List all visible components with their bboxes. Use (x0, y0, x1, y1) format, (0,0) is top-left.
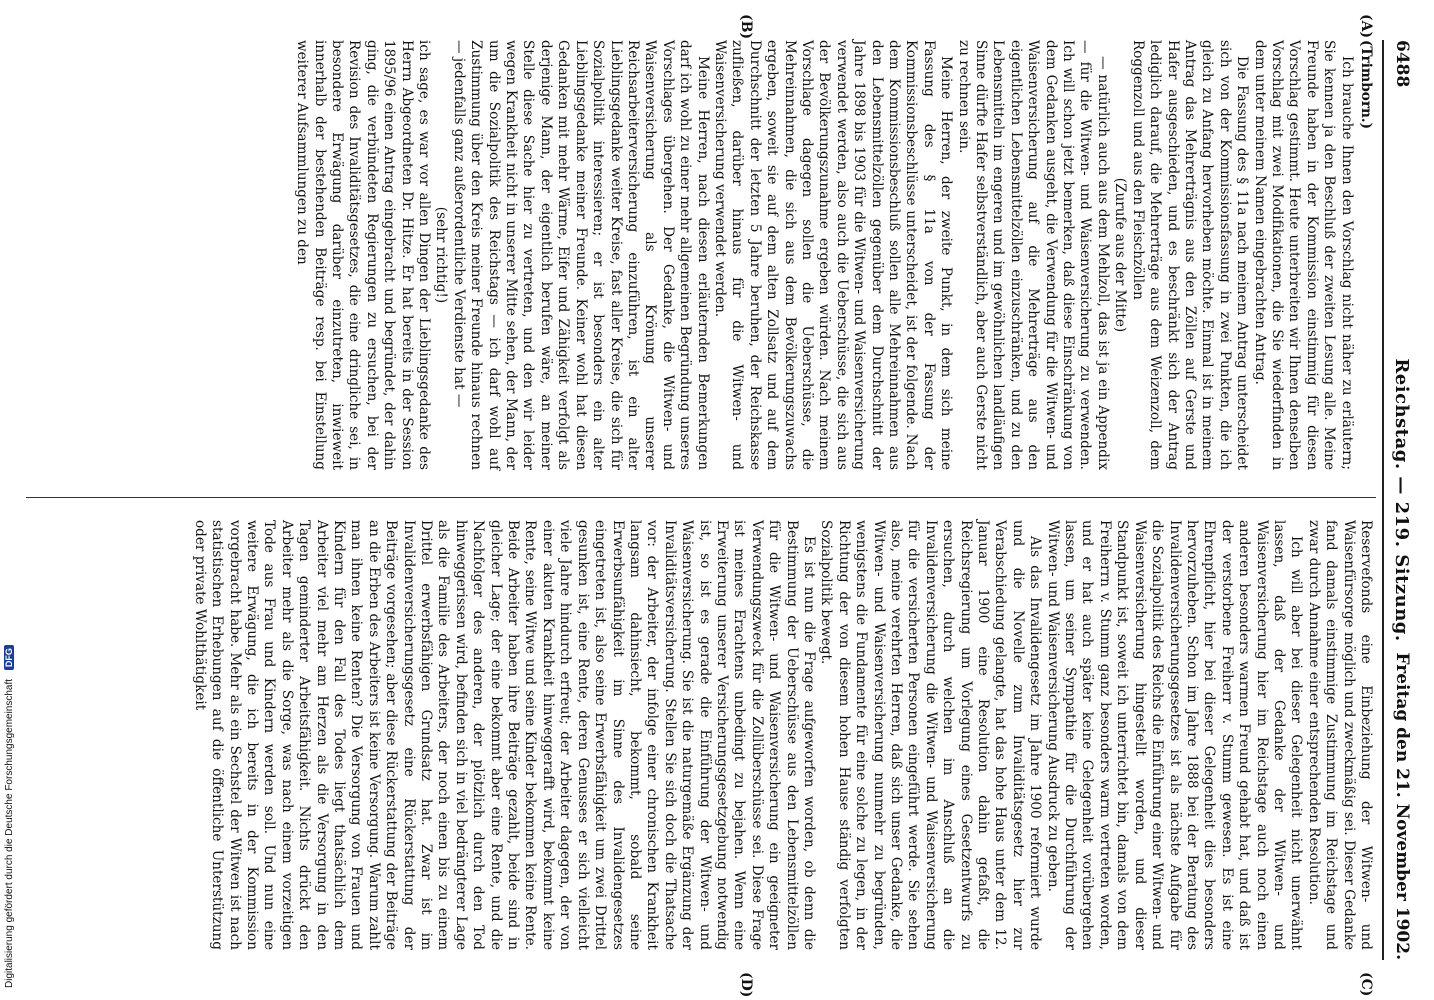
paragraph: Es ist nun die Frage aufgeworfen worden, ob denn die Bestimmung der Ueberschüsse aus den Lebensmittelzöllen für die Witwen- und Waisenversicherung ein geeigneter Verwendungszweck für die Zollüberschüsse sei. Diese Frage ist meines Erachtens unbedingt zu bejahen. Wenn eine Erweiterung unserer Versicherungsgesetzgebung notwendig ist, so ist es gerade die Einführung der Witwen- und Waisenversicherung. Sie ist die naturgemäße Ergänzung der Invaliditätsversicherung. Stellen Sie sich doch die Thatsache vor: der Arbeiter, der infolge einer chronischen Krankheit langsam dahinsiecht, bekommt, sobald seine Erwerbsunfähigkeit im Sinne des Invalidengesetzes eingetreten ist, also seine Erwerbsfähigkeit um zwei Drittel gesunken ist, eine Rente, deren Genusses er sich vielleicht viele Jahre hindurch erfreut; der Arbeiter dagegen, der von einer akuten Krankheit hinweggerafft wird, bekommt keine Rente, seine Witwe und seine Kinder bekommen keine Rente. Beide Arbeiter haben ihre Beiträge gezahlt, beide sind in gleicher Lage; der eine bekommt aber eine Rente, und die Nachfolger des anderen, der plötzlich durch den Tod hinweggerissen wird, befinden sich in viel bedrängterer Lage als die Familie des Arbeiters, der noch einen bis zu einem Drittel erwerbsfähigen Grundsatz hat. Zwar ist im Invalidenversicherungsgesetz eine Rückerstattung der Beiträge vorgesehen; aber diese Rückerstattung der Beiträge an die Erben des Arbeiters ist keine Versorgung. Warum zahlt man ihnen keine Renten? Die Versorgung von Frauen und Kindern für den Fall des Todes liegt thatsächlich dem Arbeiter viel mehr am Herzen als die Versorgung in den Tagen geminderter Arbeitsfähigkeit. Nichts drückt den Arbeiter mehr als die Sorge, was nach einem vorzeitigen Tode aus Frau und Kindern werden soll. Und nun eine weitere Erwägung, die ich bereits in der Kommission vorgebracht habe. Mehr als ein Sechstel der Witwen ist nach statistischen Erhebungen auf die öffentliche Unterstützung oder private Wohlthätigkeit (191, 520, 817, 950)
dfg-logo: DFG (4, 645, 14, 670)
paragraph: ich sage, es war vor allen Dingen der Lieblingsgedanke des Herrn Abgeordneten Dr. Hitze. Er hat bereits in der Session 1895/96 einen Antrag eingebracht und begründet, der dahin ging, die verbündeten Regierungen zu ersuchen, bei der Revision des Invaliditätsgesetzes, die eine dringliche sei, in besondere Erwägung darüber einzutreten, inwieweit innerhalb der bestehenden Beiträge resp. bei Einstellung weiterer Aufsammlungen zu den (294, 40, 433, 470)
interjection: (Zurufe aus der Mitte) (1112, 177, 1129, 333)
paragraph: — natürlich auch aus dem Mehlzoll, das ist ja ein Appendix — für die Witwen- und Waisenversicherung zu verwenden. Ich will schon jetzt bemerken, daß diese Einschränkung von dem Gedanken ausgeht, die Verwendung für die Witwen- und Waisenversicherung auf die Mehrerträge aus den eigentlichen Lebensmittelzöllen einzuschränken, und zu den Lebensmitteln im engeren und im gewöhnlichen landläufigen Sinne dürfte Hafer selbstverständlich, aber auch Gerste nicht zu rechnen sein. (955, 40, 1111, 470)
paragraph: Ich will aber bei dieser Gelegenheit nicht unerwähnt lassen, daß der Gedanke der Witwen- und Waisenversicherung hier im Reichstage auch noch einen anderen besonders warmen Freund gehabt hat, und daß ist der verstorbene Freiherr v. Stumm gewesen. Es ist eine Ehrenpflicht, hier bei dieser Gelegenheit dies besonders hervorzuheben. Schon im Jahre 1888 bei der Beratung des Invalidenversicherungsgesetzes ist als nächste Aufgabe für die Sozialpolitik des Reichs die Einführung einer Witwen- und Waisenversicherung hingestellt worden, und dieser Standpunkt ist, soweit ich unterrichtet bin, damals von dem Freiherrn v. Stumm ganz besonders warm vertreten worden, und er hat auch später keine Gelegenheit vorübergehen lassen, um seiner Sympathie für die Durchführung der Witwen- und Waisenversicherung Ausdruck zu geben. (1044, 520, 1305, 950)
page-header (1386, 40, 1416, 960)
column-divider (26, 497, 1376, 498)
page-number: 6488 (1392, 40, 1412, 88)
speaker-name: (Trimborn.) (1358, 40, 1374, 130)
margin-marker-d: (D) (738, 972, 754, 998)
session-date: Freitag den 21. November 1902. (1392, 652, 1412, 960)
header-rule (1382, 40, 1384, 960)
paragraph: Ich brauche Ihnen den Vorschlag nicht näher zu erläutern; Sie kennen ja den Beschluß der zweiten Lesung alle. Meine Freunde haben in der Kommission einstimmig für diesen Vorschlag gestimmt. Heute unterbreiten wir Ihnen denselben Vorschlag mit zwei Modifikationen, die Sie wiederfinden in dem unter meinem Namen eingebrachten Antrag. (1251, 40, 1355, 470)
right-column (24, 520, 1374, 950)
paragraph: Als das Invalidengesetz im Jahre 1900 reformiert wurde und die Novelle zum Invaliditätsgesetz hier zur Verabschiedung gelangte, hat das hohe Haus unter dem 12. Januar 1900 eine Resolution dahin gefaßt, die Reichsregierung um Vorlegung eines Gesetzentwurfs zu ersuchen, durch welchen im Anschluß an die Invalidenversicherung die Witwen- und Waisenversicherung für die versicherten Personen eingeführt werde. Sie sehen also, meine verehrten Herren, daß sich unser Gedanke, die Witwen- und Waisenversicherung nunmehr zu begründen, wenigstens die Fundamente für eine solche zu legen, in der Richtung der von diesem hohen Hause ständig verfolgten Sozialpolitik bewegt. (818, 520, 1044, 950)
footer-text: Digitalisierung gefördert durch die Deutsche Forschungsgemeinschaft (4, 678, 15, 988)
page-title: Reichstag. — 219. Sitzung. (1391, 358, 1412, 642)
margin-marker-c: (C) (1358, 972, 1374, 997)
paragraph: Meine Herren, nach diesen erläuternden Bemerkungen darf ich wohl zu einer mehr allgemeinen Begründung unseres Vorschlages übergehen. Der Gedanke, die Witwen- und Waisenversicherung als Krönung unserer Reichsarbeiterversicherung einzuführen, ist ein alter Lieblingsgedanke weiter Kreise, fast aller Kreise, die sich für Sozialpolitik interessieren; er ist besonders ein alter Lieblingsgedanke meiner Freunde. Keiner wohl hat diesen Gedanken mit mehr Wärme, Eifer und Zähigkeit verfolgt als derjenige Mann, der eigentlich berufen wäre, an meiner Stelle diese Sache hier zu vertreten, und den wir leider wegen Krankheit nicht in unserer Mitte sehen, der Mann, der um die Sozialpolitik des Reichstags — ich darf wohl auf Zustimmung über den Kreis meiner Freunde hinaus rechnen — jedenfalls ganz außerordentliche Verdienste hat — (450, 40, 711, 470)
interjection: (sehr richtig!) (433, 206, 450, 304)
left-column (24, 40, 1374, 470)
paragraph: Meine Herren, der zweite Punkt, in dem sich meine Fassung des § 11a von der Fassung der Kommissionsbeschlüsse unterscheidet, ist der folgende. Nach dem Kommissionsbeschluß sollen alle Mehreinnahmen aus den Lebensmittelzöllen gegenüber dem Durchschnitt der Jahre 1898 bis 1903 für die Witwen- und Waisenversicherung verwendet werden, also auch die Ueberschüsse, die sich aus der Bevölkerungszunahme ergeben würden. Nach meinem Vorschlage dagegen sollen die Ueberschüsse, die Mehreinnahmen, die sich aus dem Bevölkerungszuwachs ergeben, soweit sie auf dem alten Zollsatz und auf dem Durchschnitt der letzten 5 Jahre beruhen, der Reichskasse zufließen, darüber hinaus für die Witwen- und Waisenversicherung verwendet werden. (711, 40, 955, 470)
paragraph: Die Fassung des § 11a nach meinem Antrag unterscheidet sich von der Kommissionsfassung in zwei Punkten, die ich gleich zu Anfang hervorheben möchte. Einmal ist in meinem Antrag das Mehrerträgnis aus den Zöllen auf Gerste und Hafer ausgeschieden, und es beschränkt sich der Antrag lediglich darauf, die Mehrerträge aus dem Weizenzoll, dem Roggenzoll und aus den Fleischzöllen (1129, 40, 1251, 470)
digitization-footer (4, 8, 17, 988)
margin-marker-a: (A) (1358, 14, 1374, 39)
margin-marker-b: (B) (738, 14, 754, 40)
paragraph: Reservefonds eine Einbeziehung der Witwen- und Waisenfürsorge möglich und zweckmäßig sei. Dieser Gedanke fand damals einstimmige Zustimmung im Reichstage und zwar durch Annahme einer entsprechenden Resolution. (1305, 520, 1374, 950)
